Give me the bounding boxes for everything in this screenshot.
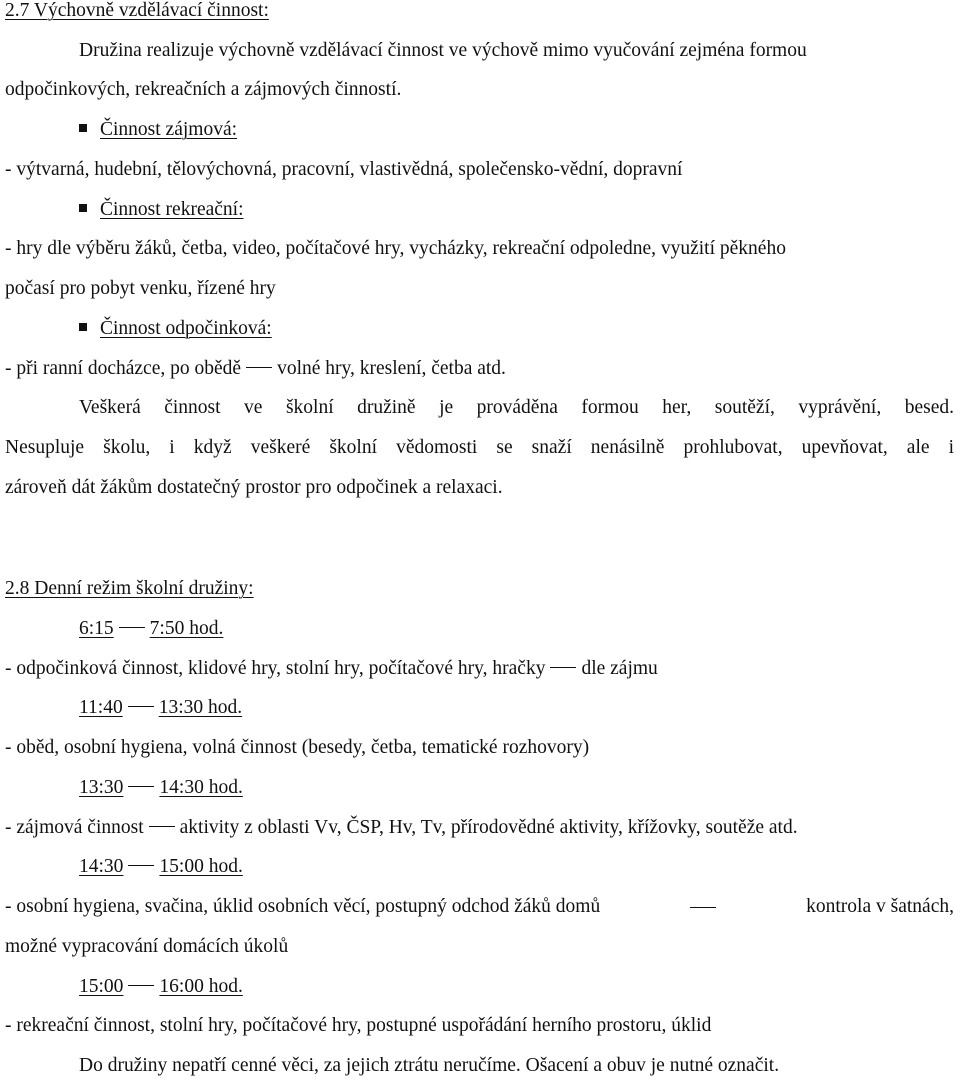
section-title: 2.7 Výchovně vzdělávací činnost: [5, 0, 269, 21]
dash-separator [128, 865, 154, 866]
activity-heading-odpocinkova: Činnost odpočinková: [79, 318, 954, 340]
time-desc-4-line-2: možné vypracování domácích úkolů [5, 936, 289, 957]
square-bullet-icon [79, 323, 87, 331]
dash-separator [128, 985, 154, 986]
time-desc-1: - odpočinková činnost, klidové hry, stolní hry, počítačové hry, hračky dle zájmu [5, 658, 658, 679]
time-range-2: 11:40 13:30 hod. [79, 697, 243, 718]
dash-separator [128, 706, 154, 707]
activity-desc-odpocinkova: - při ranní docházce, po obědě volné hry, kreslení, četba atd. [5, 358, 506, 379]
paragraph-line-3: zároveň dát žákům dostatečný prostor pro odpočinek a relaxaci. [5, 477, 503, 498]
activity-desc-rekreacni-2: počasí pro pobyt venku, řízené hry [5, 278, 276, 299]
activity-desc-rekreacni-1: - hry dle výběru žáků, četba, video, počítačové hry, vycházky, rekreační odpoledne, využití pěkného [5, 238, 786, 259]
section-title: 2.8 Denní režim školní družiny: [5, 578, 254, 599]
activity-heading-rekreacni: Činnost rekreační: [79, 199, 954, 221]
time-range-1: 6:15 7:50 hod. [79, 618, 224, 639]
paragraph-line-2: Nesupluje školu, i když veškeré školní vědomosti se snaží nenásilně prohlubovat, upevňovat, ale i [5, 437, 954, 458]
square-bullet-icon [79, 124, 87, 132]
closing-note: Do družiny nepatří cenné věci, za jejich ztrátu neručíme. Ošacení a obuv je nutné označit. [79, 1055, 780, 1076]
time-range-3: 13:30 14:30 hod. [79, 777, 243, 798]
intro-line-2: odpočinkových, rekreačních a zájmových činností. [5, 79, 402, 100]
time-range-5: 15:00 16:00 hod. [79, 976, 243, 997]
intro-line-1: Družina realizuje výchovně vzdělávací činnost ve výchově mimo vyučování zejména formou [79, 40, 807, 61]
activity-heading-zajmova: Činnost zájmová: [79, 119, 954, 141]
dash-separator [550, 667, 576, 668]
time-desc-4-line-1: - osobní hygiena, svačina, úklid osobních věcí, postupný odchod žáků domů kontrola v šatnách, [5, 896, 954, 917]
time-range-4: 14:30 15:00 hod. [79, 856, 243, 877]
dash-separator [149, 826, 175, 827]
dash-separator [246, 367, 272, 368]
paragraph-line-1: Veškerá činnost ve školní družině je prováděna formou her, soutěží, vyprávění, besed. [79, 397, 954, 418]
time-desc-3: - zájmová činnost aktivity z oblasti Vv, ČSP, Hv, Tv, přírodovědné aktivity, křížovky, soutěže atd. [5, 817, 798, 838]
dash-separator [128, 786, 154, 787]
square-bullet-icon [79, 204, 87, 212]
activity-desc-zajmova: - výtvarná, hudební, tělovýchovná, pracovní, vlastivědná, společensko-vědní, dopravní [5, 159, 683, 180]
time-desc-2: - oběd, osobní hygiena, volná činnost (besedy, četba, tematické rozhovory) [5, 737, 590, 758]
dash-separator [119, 627, 145, 628]
time-desc-5: - rekreační činnost, stolní hry, počítačové hry, postupné uspořádání herního prostoru, úklid [5, 1015, 712, 1036]
dash-separator [690, 907, 716, 908]
